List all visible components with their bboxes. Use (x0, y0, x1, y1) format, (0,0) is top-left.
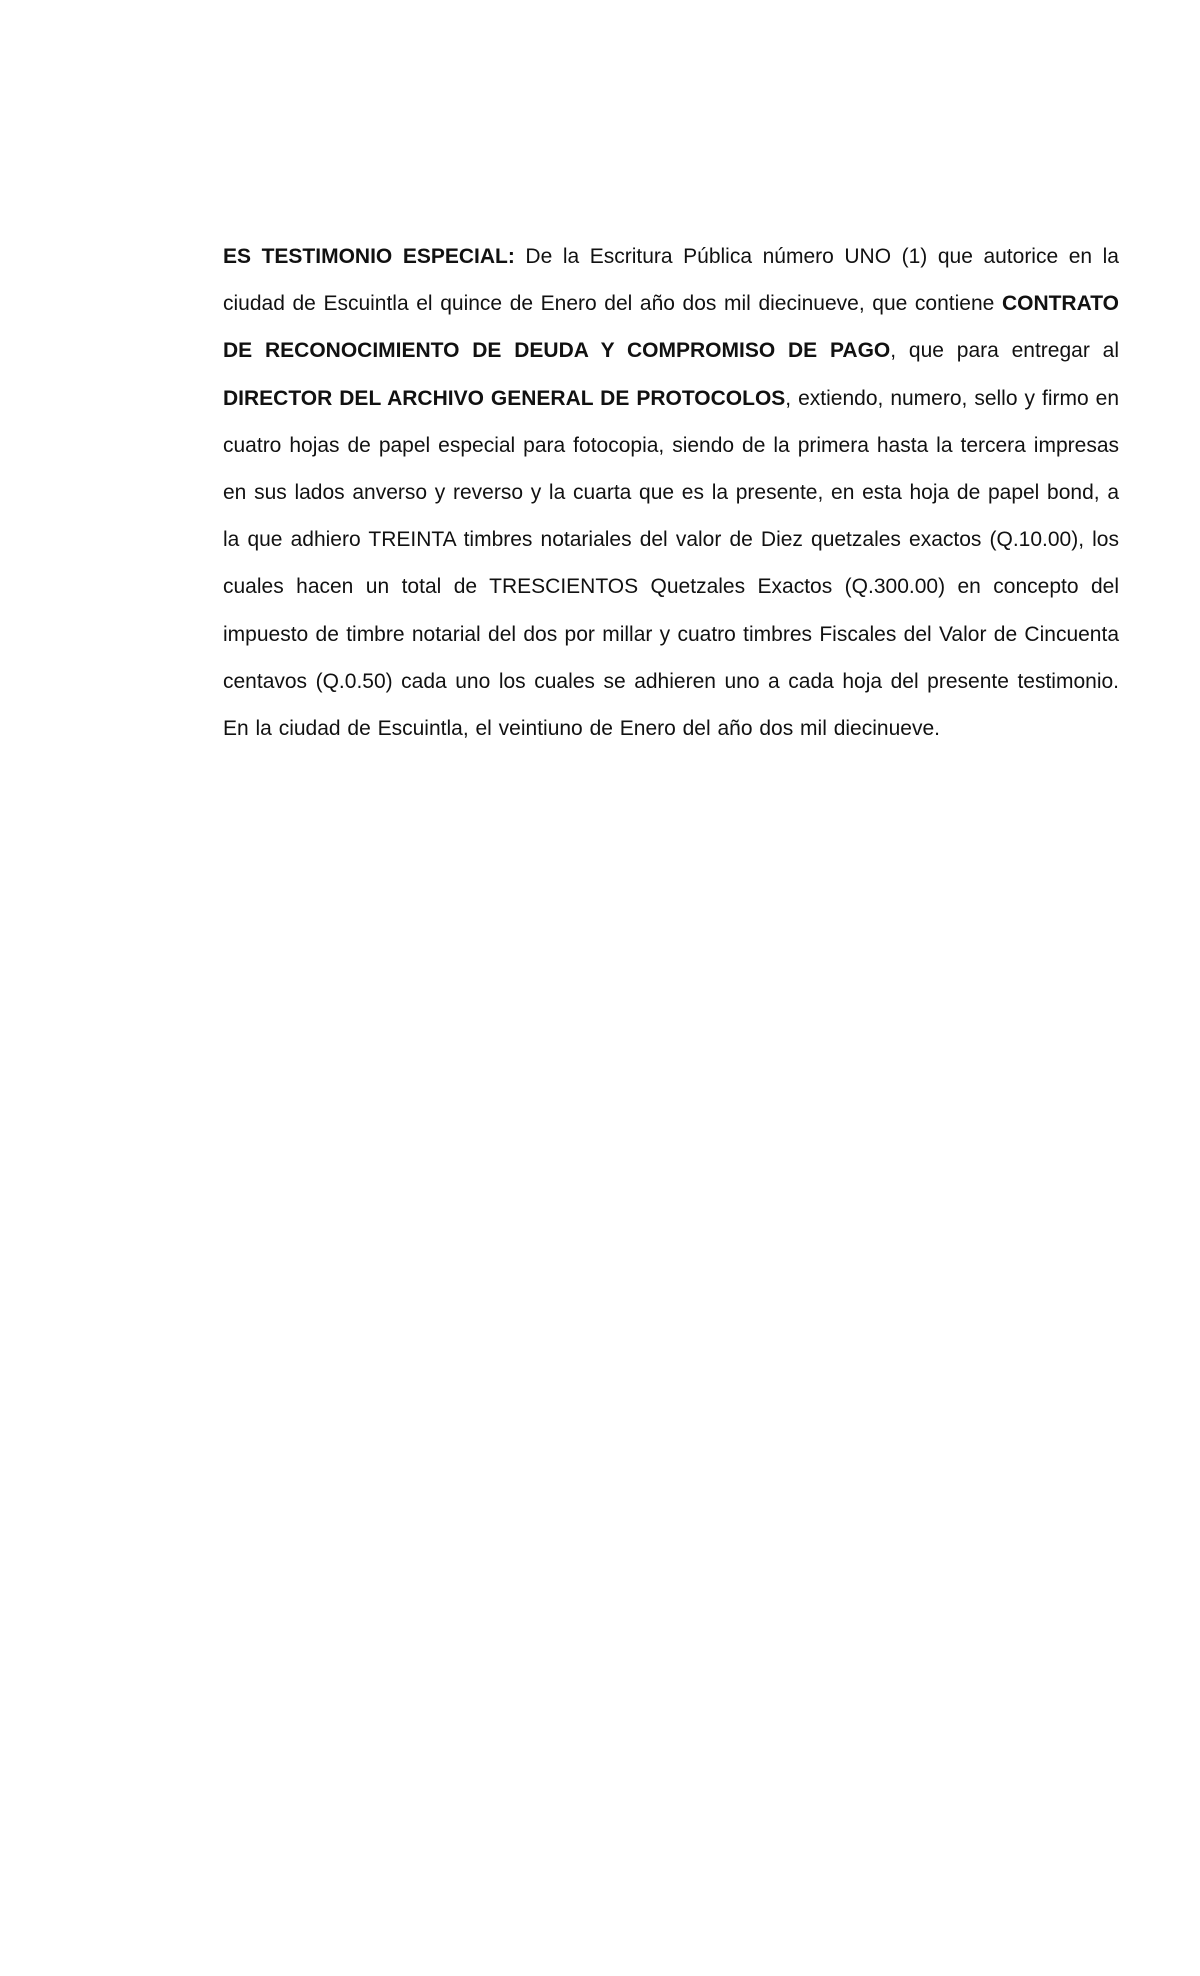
paragraph-text-part-2: , que para entregar al (890, 339, 1119, 363)
paragraph-text-part-1: De la Escritura Pública número UNO (1) que autorice en la ciudad de Escuintla el quince de Enero del año dos mil diecinueve, que contiene (223, 245, 1119, 316)
paragraph-text-part-3: , extiendo, numero, sello y firmo en cuatro hojas de papel especial para fotocopia, siendo de la primera hasta la tercera impresas en sus lados anverso y reverso y la cuarta que es la presente, en esta hoja de papel bond, a la que adhiero TREINTA timbres notariales del valor de Diez quetzales exactos (Q.10.00), los cuales hacen un total de TRESCIENTOS Quetzales Exactos (Q.300.00) en concepto del impuesto de timbre notarial del dos por millar y cuatro timbres Fiscales del Valor de Cincuenta centavos (Q.0.50) cada uno los cuales se adhieren uno a cada hoja del presente testimonio. En la ciudad de Escuintla, el veintiuno de Enero del año dos mil diecinueve. (223, 386, 1119, 741)
contract-title: CONTRATO DE RECONOCIMIENTO DE DEUDA Y COMPROMISO DE PAGO (223, 292, 1119, 363)
recipient-title: DIRECTOR DEL ARCHIVO GENERAL DE PROTOCOLOS (223, 386, 786, 410)
testimonio-paragraph (223, 233, 1119, 752)
testimonio-heading: ES TESTIMONIO ESPECIAL: (223, 245, 515, 268)
